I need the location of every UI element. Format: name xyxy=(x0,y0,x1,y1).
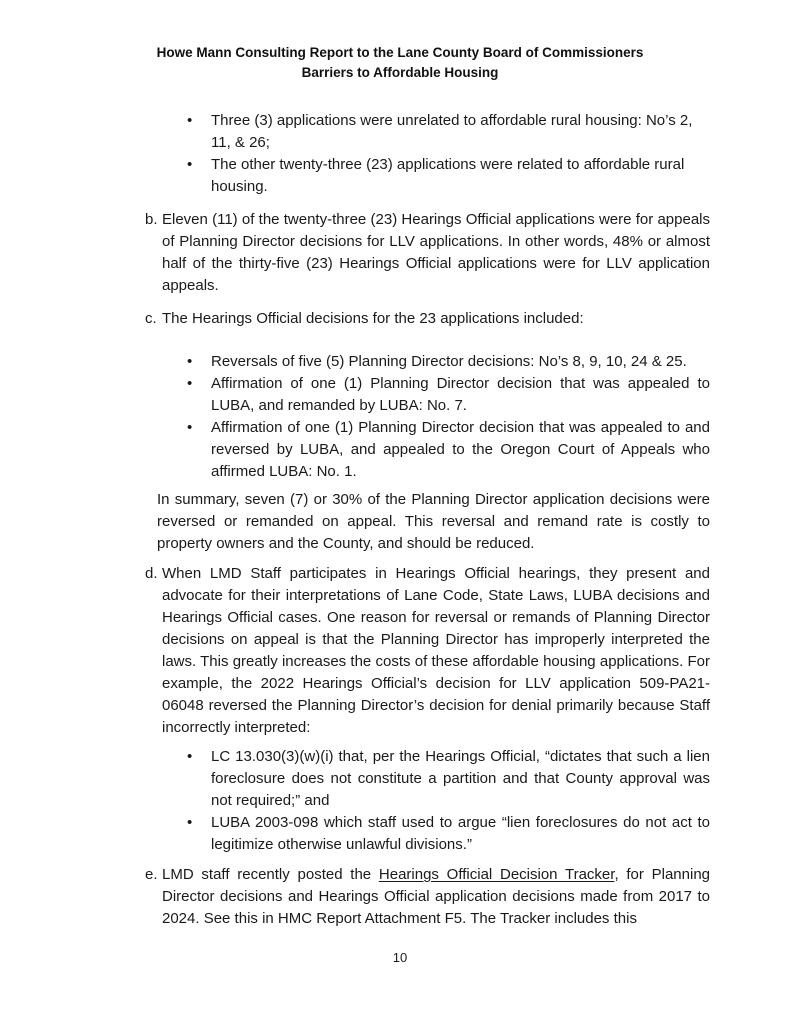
list-item xyxy=(145,351,710,373)
bullet-text: Three (3) applications were unrelated to affordable rural housing: No’s 2, 11, & 26; xyxy=(211,112,693,151)
bullet-text: LC 13.030(3)(w)(i) that, per the Hearings Official, “dictates that such a lien foreclosure does not constitute a partition and that County approval was not required;” and xyxy=(211,748,710,809)
list-item xyxy=(145,110,710,154)
bullet-icon: • xyxy=(187,353,193,370)
bullet-icon: • xyxy=(187,112,193,129)
bullet-text: Affirmation of one (1) Planning Director decision that was appealed to LUBA, and remanded by LUBA: No. 7. xyxy=(211,375,710,414)
list-marker: b. xyxy=(145,211,158,228)
list-item xyxy=(145,373,710,417)
item-text: When LMD Staff participates in Hearings Official hearings, they present and advocate for their interpretations of Lane Code, State Laws, LUBA decisions and Hearings Official cases. One reason for reversal or remands of Planning Director decisions on appeal is that the Planning Director has improperly interpreted the laws. This greatly increases the costs of these affordable housing applications. For example, the 2022 Hearings Official’s decision for LLV application 509-PA21-06048 reversed the Planning Director’s decision for denial primarily because Staff incorrectly interpreted: xyxy=(162,565,710,736)
list-marker: e. xyxy=(145,866,158,883)
bullet-icon: • xyxy=(187,814,193,831)
bullet-text: Affirmation of one (1) Planning Director decision that was appealed to and reversed by LUBA, and appealed to the Oregon Court of Appeals who affirmed LUBA: No. 1. xyxy=(211,419,710,480)
hearings-official-decision-tracker-link[interactable]: Hearings Official Decision Tracker xyxy=(378,866,615,883)
list-item-b xyxy=(145,209,710,297)
header-line-1: Howe Mann Consulting Report to the Lane County Board of Commissioners xyxy=(156,45,644,60)
list-item-d xyxy=(145,563,710,739)
list-item xyxy=(145,154,710,198)
page-number: 10 xyxy=(392,950,408,965)
bullet-icon: • xyxy=(187,156,193,173)
bullet-icon: • xyxy=(187,748,193,765)
intro-bullet-list xyxy=(145,110,710,198)
bullet-text: The other twenty-three (23) applications were related to affordable rural housing. xyxy=(211,156,685,195)
document-body xyxy=(145,110,710,930)
list-item-c xyxy=(145,308,710,330)
item-text-after-link: , for Planning Director decisions and Hearings Official application decisions made from 2017 to 2024. See this in HMC Report Attachment F5. The Tracker includes this xyxy=(162,866,711,927)
item-c-bullet-list xyxy=(145,351,710,483)
page-header xyxy=(0,0,800,83)
list-item-e xyxy=(145,864,710,930)
bullet-text: LUBA 2003-098 which staff used to argue “lien foreclosures do not act to legitimize otherwise unlawful divisions.” xyxy=(211,814,710,853)
list-item xyxy=(145,417,710,483)
item-text-before-link: LMD staff recently posted the xyxy=(162,866,379,883)
list-marker: d. xyxy=(145,565,158,582)
list-item xyxy=(145,746,710,812)
list-item xyxy=(145,812,710,856)
item-text: Eleven (11) of the twenty-three (23) Hearings Official applications were for appeals of Planning Director decisions for LLV applications. In other words, 48% or almost half of the thirty-five (23) Hearings Official applications were for LLV application appeals. xyxy=(162,211,710,294)
summary-paragraph: In summary, seven (7) or 30% of the Planning Director application decisions were reversed or remanded on appeal. This reversal and remand rate is costly to property owners and the County, and should be reduced. xyxy=(157,491,710,552)
bullet-icon: • xyxy=(187,375,193,392)
bullet-text: Reversals of five (5) Planning Director decisions: No’s 8, 9, 10, 24 & 25. xyxy=(211,353,687,370)
list-marker: c. xyxy=(145,310,157,327)
bullet-icon: • xyxy=(187,419,193,436)
item-text: The Hearings Official decisions for the 23 applications included: xyxy=(162,310,584,327)
item-d-bullet-list xyxy=(145,746,710,856)
page-footer xyxy=(0,950,800,966)
header-line-2: Barriers to Affordable Housing xyxy=(301,65,499,80)
